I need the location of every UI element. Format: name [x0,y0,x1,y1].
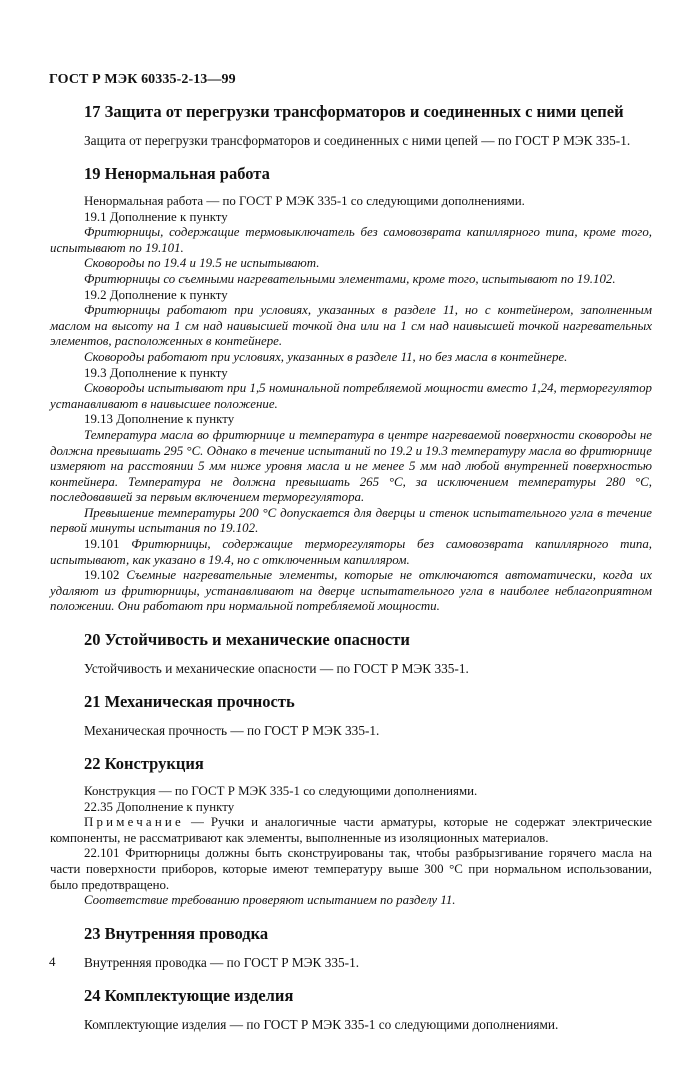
section-24 [50,986,652,1033]
section-22-title: 22 Конструкция [84,754,204,774]
section-17 [50,102,652,149]
note-text: — Ручки и аналогичные части арматуры, которые не содержат электрические компоненты, не рассматривают как элементы, выполненные из изоляционных материалов. [50,815,652,845]
clause-19-101-text: Фритюрницы, содержащие терморегуляторы без самовозврата капиллярного типа, испытывают, как указано в 19.4, но с отключенным капилляром. [50,537,652,567]
section-23-text: Внутренняя проводка — по ГОСТ Р МЭК 335-1. [84,954,360,970]
section-17-title: 17 Защита от перегрузки трансформаторов и соединенных с ними цепей [84,102,624,121]
section-23-title: 23 Внутренняя проводка [84,923,269,943]
clause-19-101-number: 19.101 [84,537,120,552]
clause-19-101 [50,537,652,568]
clause-19-1-text-1: Фритюрницы, содержащие термовыключатель без самовозврата капиллярного типа, кроме того, испытывают по 19.101. [50,225,652,255]
clause-19-102-number: 19.102 [84,568,120,583]
clause-19-1-heading: 19.1 Дополнение к пункту [84,209,228,224]
page-content [50,102,652,1048]
section-24-title: 24 Комплектующие изделия [84,985,294,1005]
section-22-intro: Конструкция — по ГОСТ Р МЭК 335-1 со следующими дополнениями. [84,784,478,799]
clause-19-2-text-1: Фритюрницы работают при условиях, указанных в разделе 11, но с контейнером, заполненным маслом на высоту на 1 см над наивысшей точкой дна или на 1 см над наивысшей точкой нагревательных элементов, расположенных в контейнере. [50,303,652,349]
clause-22-35-note [50,815,652,846]
section-19-title: 19 Ненормальная работа [84,164,270,183]
page-number: 4 [49,954,56,969]
clause-22-101-text: 22.101 Фритюрницы должны быть сконструированы так, чтобы разбрызгивание горячего масла на части поверхности приборов, которые имеют температуру выше 300 °С при нормальном использовании, было предотвращено. [50,846,652,892]
clause-19-1-text-2: Сковороды по 19.4 и 19.5 не испытывают. [84,256,320,271]
note-label: Примечание [84,815,184,830]
section-19-intro: Ненормальная работа — по ГОСТ Р МЭК 335-1 со следующими дополнениями. [84,194,525,208]
running-header: ГОСТ Р МЭК 60335-2-13—99 [49,72,236,87]
clause-19-2-text-2: Сковороды работают при условиях, указанных в разделе 11, но без масла в контейнере. [84,349,568,364]
section-22 [50,754,652,909]
section-21-title: 21 Механическая прочность [84,692,295,712]
section-20-title: 20 Устойчивость и механические опасности [84,630,410,650]
clause-22-35-heading: 22.35 Дополнение к пункту [84,799,235,814]
section-24-text: Комплектующие изделия — по ГОСТ Р МЭК 335-1 со следующими дополнениями. [84,1016,559,1032]
section-21 [50,692,652,739]
clause-19-3-heading: 19.3 Дополнение к пункту [84,365,228,380]
section-20 [50,630,652,677]
section-20-text: Устойчивость и механические опасности — по ГОСТ Р МЭК 335-1. [84,661,469,677]
section-23 [50,924,652,971]
clause-19-3-text: Сковороды испытывают при 1,5 номинальной потребляемой мощности вместо 1,24, терморегулятор устанавливают в наивысшее положение. [50,381,652,411]
clause-19-2-heading: 19.2 Дополнение к пункту [84,287,228,302]
section-21-text: Механическая прочность — по ГОСТ Р МЭК 335-1. [84,723,380,739]
clause-19-13-text-1: Температура масла во фритюрнице и температура в центре нагреваемой поверхности сковороды не должна превышать 295 °С. Однако в течение испытаний по 19.2 и 19.3 температуру масла во фритюрнице измеряют на расстоянии 5 мм ниже уровня масла и не менее 5 мм над любой внутренней поверхностью контейнера. Температура не должна превышать 265 °С, за исключением температуры 280 °С, последовавшей за первым включением терморегулятора. [50,427,652,505]
clause-19-13-heading: 19.13 Дополнение к пункту [84,412,235,427]
clause-19-1-text-3: Фритюрницы со съемными нагревательными элементами, кроме того, испытывают по 19.102. [84,271,616,286]
section-19 [50,164,652,615]
section-17-text: Защита от перегрузки трансформаторов и соединенных с ними цепей — по ГОСТ Р МЭК 335-1. [84,133,631,148]
clause-22-101-compliance: Соответствие требованию проверяют испытанием по разделу 11. [84,893,456,908]
clause-19-102-text: Съемные нагревательные элементы, которые не отключаются автоматически, когда их удаляют из фритюрницы, устанавливают на дверце испытательного угла в наиболее неблагоприятном положении. Они работают при нормальной потребляемой мощности. [50,568,652,614]
clause-19-13-text-2: Превышение температуры 200 °С допускается для дверцы и стенок испытательного угла в течение первой минуты испытания по 19.102. [50,505,652,536]
clause-19-102 [50,568,652,615]
